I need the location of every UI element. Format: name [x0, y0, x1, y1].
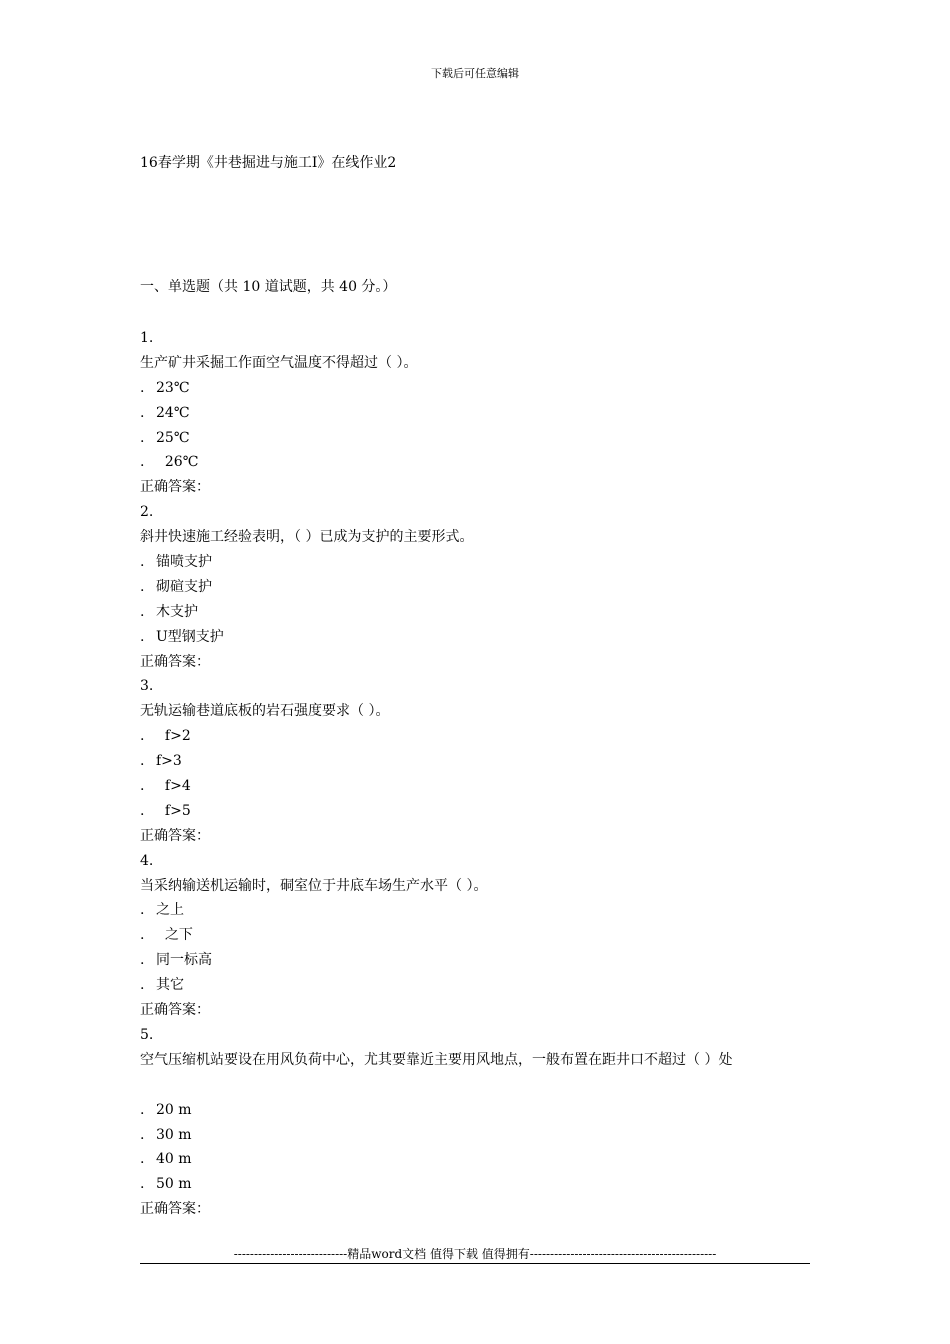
answer-label: 正确答案： — [140, 653, 210, 670]
question-number: 3. — [140, 678, 154, 695]
option-label: 木支护 — [156, 603, 198, 620]
page-footer: ----------------------------精品word文档 值得下载 值得拥有---------------------------------------------- — [233, 1247, 717, 1261]
question-list — [140, 326, 812, 1222]
option-item: . 40 m — [140, 1151, 192, 1168]
option-label: 砌碹支护 — [156, 578, 212, 595]
option-item: . 25℃ — [140, 429, 190, 446]
option-item: . 23℃ — [140, 379, 190, 396]
question-item — [140, 849, 812, 1023]
question-item — [140, 674, 812, 848]
option-label: 40 m — [156, 1151, 192, 1168]
option-item: . f>4 — [140, 778, 191, 795]
option-item: . 26℃ — [140, 454, 199, 471]
option-item: . 锚喷支护 — [140, 554, 212, 571]
option-item: . 之上 — [140, 902, 184, 919]
answer-label: 正确答案： — [140, 479, 210, 496]
option-label: 25℃ — [156, 429, 190, 446]
answer-label: 正确答案： — [140, 1002, 210, 1019]
option-label: 之下 — [156, 927, 193, 944]
option-label: 锚喷支护 — [156, 554, 212, 571]
question-text: 斜井快速施工经验表明，（ ）已成为支护的主要形式。 — [140, 529, 474, 546]
option-item: . 30 m — [140, 1126, 192, 1143]
option-item: . f>3 — [140, 753, 182, 770]
option-item: . 20 m — [140, 1101, 192, 1118]
option-label: 30 m — [156, 1126, 192, 1143]
option-item: . U型钢支护 — [140, 628, 224, 645]
option-label: 同一标高 — [156, 952, 212, 969]
question-number: 4. — [140, 852, 154, 869]
question-text: 当采纳输送机运输时，硐室位于井底车场生产水平（ ）。 — [140, 877, 488, 894]
page-header: 下载后可任意编辑 — [431, 67, 519, 80]
option-label: f>5 — [156, 802, 191, 819]
question-item — [140, 500, 812, 674]
option-item: . 其它 — [140, 977, 184, 994]
option-label: 20 m — [156, 1101, 192, 1118]
question-number: 5. — [140, 1026, 154, 1043]
option-label: 其它 — [156, 977, 184, 994]
option-item: . 木支护 — [140, 603, 198, 620]
document-title: 16春学期《井巷掘进与施工Ⅰ》在线作业2 — [140, 155, 397, 171]
question-item — [140, 326, 812, 500]
option-item: . f>5 — [140, 802, 191, 819]
option-label: f>3 — [156, 753, 182, 770]
option-item: . 砌碹支护 — [140, 578, 212, 595]
option-label: f>2 — [156, 728, 191, 745]
option-label: 24℃ — [156, 404, 190, 421]
option-label: 50 m — [156, 1176, 192, 1193]
footer-divider — [140, 1263, 810, 1264]
option-item: . 24℃ — [140, 404, 190, 421]
option-item: . 同一标高 — [140, 952, 212, 969]
option-label: U型钢支护 — [156, 628, 224, 645]
option-label: f>4 — [156, 778, 191, 795]
question-text: 空气压缩机站要设在用风负荷中心，尤其要靠近主要用风地点，一般布置在距井口不超过（ ）处 — [140, 1051, 733, 1068]
option-item: . 之下 — [140, 927, 193, 944]
question-item — [140, 1023, 812, 1222]
answer-label: 正确答案： — [140, 827, 210, 844]
option-label: 之上 — [156, 902, 184, 919]
question-number: 2. — [140, 504, 154, 521]
option-label: 23℃ — [156, 379, 190, 396]
option-label: 26℃ — [156, 454, 199, 471]
answer-label: 正确答案： — [140, 1201, 210, 1218]
question-number: 1. — [140, 330, 154, 346]
question-text: 生产矿井采掘工作面空气温度不得超过（ ）。 — [140, 354, 418, 371]
section-heading: 一、单选题（共 10 道试题，共 40 分。） — [140, 279, 397, 295]
option-item: . f>2 — [140, 728, 191, 745]
option-item: . 50 m — [140, 1176, 192, 1193]
question-text: 无轨运输巷道底板的岩石强度要求（ ）。 — [140, 703, 390, 720]
